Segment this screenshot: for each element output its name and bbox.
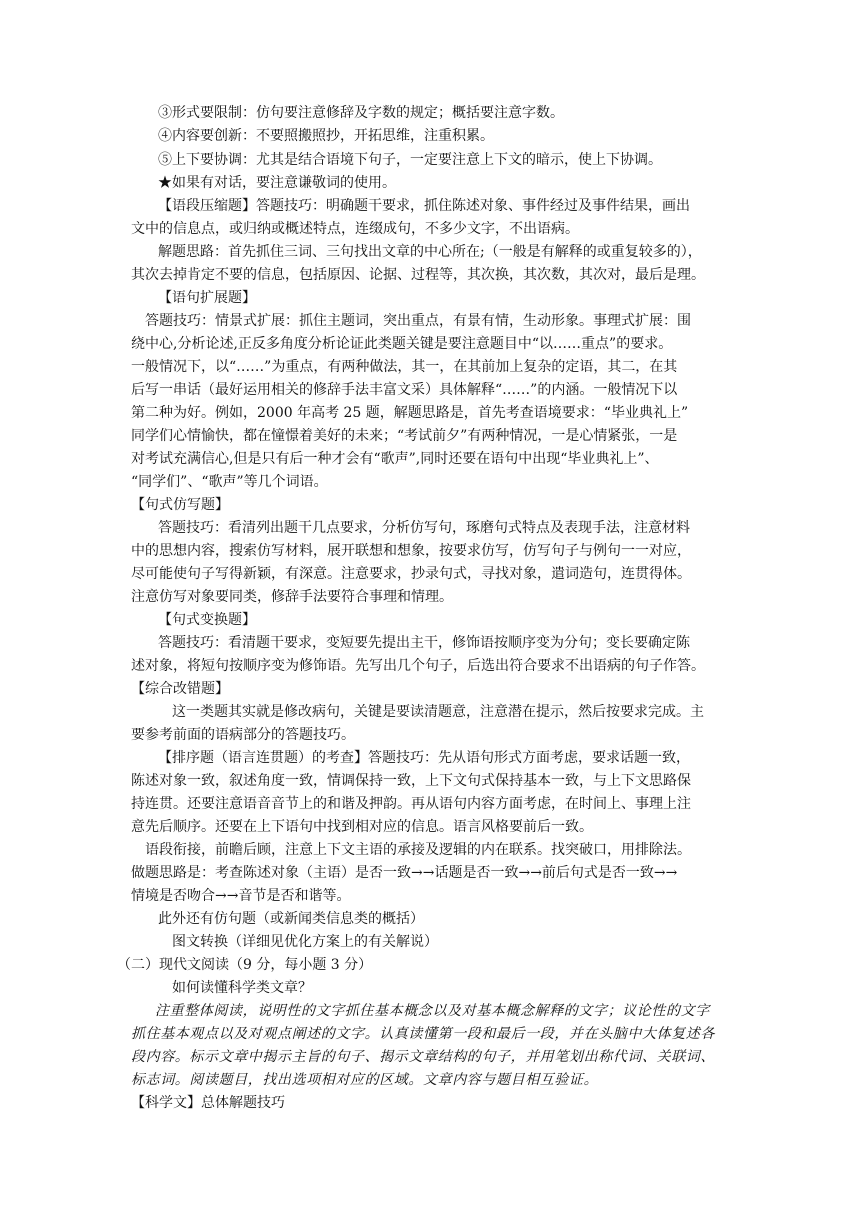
- section-heading-science-text: 【科学文】总体解题技巧: [131, 1095, 285, 1111]
- section-heading-sentence-expansion: 【语句扩展题】: [158, 290, 256, 306]
- text-line-21: 尽可能使句子写得新颖，有深意。注意要求，抄录句式，寻找对象，遣词造句，连贯得体。: [131, 566, 691, 582]
- text-line-29: 【排序题（语言连贯题）的考查】答题技巧：先从语句形式方面考虑，要求话题一致，: [158, 750, 690, 766]
- text-line-20: 中的思想内容，搜索仿写材料，展开联想和想象，按要求仿写，仿写句子与例句一一对应，: [131, 543, 691, 559]
- text-line-17: “同学们”、“歌声”等几个词语。: [131, 474, 328, 490]
- text-line-32: 意先后顺序。还要在上下语句中找到相对应的信息。语言风格要前后一致。: [131, 819, 593, 835]
- text-line-19: 答题技巧：看清列出题干几点要求，分析仿写句，琢磨句式特点及表现手法，注意材料: [158, 520, 690, 536]
- text-line-13: 后写一串话（最好运用相关的修辞手法丰富文采）具体解释“……”的内涵。一般情况下以: [131, 382, 678, 398]
- section-heading-imitation: 【句式仿写题】: [131, 497, 229, 513]
- text-line-6: 文中的信息点，或归纳或概述特点，连缀成句，不多少文字，不出语病。: [131, 221, 579, 237]
- text-line-5: 【语段压缩题】答题技巧：明确题干要求，抓住陈述对象、事件经过及事件结果，画出: [158, 198, 690, 214]
- section-heading-correction: 【综合改错题】: [131, 681, 229, 697]
- text-line-28: 要参考前面的语病部分的答题技巧。: [131, 727, 355, 743]
- text-line-4: ★如果有对话，要注意谦敬词的使用。: [158, 175, 396, 191]
- text-line-42: 段内容。标示文章中揭示主旨的句子、揭示文章结构的句子，并用笔划出称代词、关联词、: [131, 1049, 715, 1065]
- text-line-12: 一般情况下，以“……”为重点，有两种做法，其一，在其前加上复杂的定语，其二，在其: [131, 359, 678, 375]
- text-line-1: ③形式要限制：仿句要注意修辞及字数的规定；概括要注意字数。: [158, 105, 564, 121]
- text-line-41: 抓住基本观点以及对观点阐述的文字。认真读懂第一段和最后一段，并在头脑中大体复述各: [131, 1026, 715, 1042]
- text-line-10: 答题技巧：情景式扩展：抓住主题词，突出重点，有景有情，生动形象。事理式扩展：围: [145, 313, 691, 329]
- text-line-27: 这一类题其实就是修改病句，关键是要读清题意，注意潜在提示，然后按要求完成。主: [172, 704, 704, 720]
- text-line-35: 情境是否吻合→→音节是否和谐等。: [131, 888, 351, 904]
- text-line-16: 对考试充满信心,但是只有后一种才会有“歌声”,同时还要在语句中出现“毕业典礼上”、: [131, 451, 659, 467]
- text-line-37: 图文转换（详细见优化方案上的有关解说）: [172, 934, 438, 950]
- text-line-33: 语段衔接，前瞻后顾，注意上下文主语的承接及逻辑的内在联系。找突破口，用排除法。: [145, 842, 691, 858]
- subheading-how-to-read: 如何读懂科学类文章？: [172, 980, 312, 996]
- text-line-15: 同学们心情愉快，都在憧憬着美好的未来；“考试前夕”有两种情况，一是心情紧张，一是: [131, 428, 678, 444]
- text-line-43: 标志词。阅读题目，找出选项相对应的区域。文章内容与题目相互验证。: [131, 1072, 599, 1088]
- section-heading-transformation: 【句式变换题】: [158, 612, 256, 628]
- text-line-14: 第二种为好。例如，2000 年高考 25 题，解题思路是，首先考查语境要求：“毕业典礼上”: [131, 405, 689, 421]
- text-line-11: 绕中心,分析论述,正反多角度分析论证此类题关键是要注意题目中“以……重点”的要求。: [131, 336, 673, 352]
- text-line-30: 陈述对象一致，叙述角度一致，情调保持一致，上下文句式保持基本一致，与上下文思路保: [131, 773, 691, 789]
- text-line-31: 持连贯。还要注意语音音节上的和谐及押韵。再从语句内容方面考虑，在时间上、事理上注: [131, 796, 691, 812]
- text-line-34: 做题思路是：考查陈述对象（主语）是否一致→→话题是否一致→→前后句式是否一致→→: [131, 865, 678, 881]
- section-heading-modern-reading: （二）现代文阅读（9 分，每小题 3 分）: [117, 957, 373, 973]
- text-line-7: 解题思路：首先抓住三词、三句找出文章的中心所在;（一般是有解释的或重复较多的），: [158, 244, 702, 260]
- text-line-22: 注意仿写对象要同类，修辞手法要符合事理和情理。: [131, 589, 453, 605]
- text-line-25: 述对象，将短句按顺序变为修饰语。先写出几个句子，后选出符合要求不出语病的句子作答。: [131, 658, 705, 674]
- text-line-2: ④内容要创新：不要照搬照抄，开拓思维，注重积累。: [158, 128, 494, 144]
- text-line-8: 其次去掉肯定不要的信息，包括原因、论据、过程等，其次换，其次数，其次对，最后是理。: [131, 267, 705, 283]
- text-line-24: 答题技巧：看清题干要求，变短要先提出主干，修饰语按顺序变为分句；变长要确定陈: [158, 635, 690, 651]
- text-line-3: ⑤上下要协调：尤其是结合语境下句子，一定要注意上下文的暗示，使上下协调。: [158, 152, 662, 168]
- text-line-36: 此外还有仿句题（或新闻类信息类的概括）: [158, 911, 424, 927]
- text-line-40: 注重整体阅读，说明性的文字抓住基本概念以及对基本概念解释的文字；议论性的文字: [155, 1003, 710, 1019]
